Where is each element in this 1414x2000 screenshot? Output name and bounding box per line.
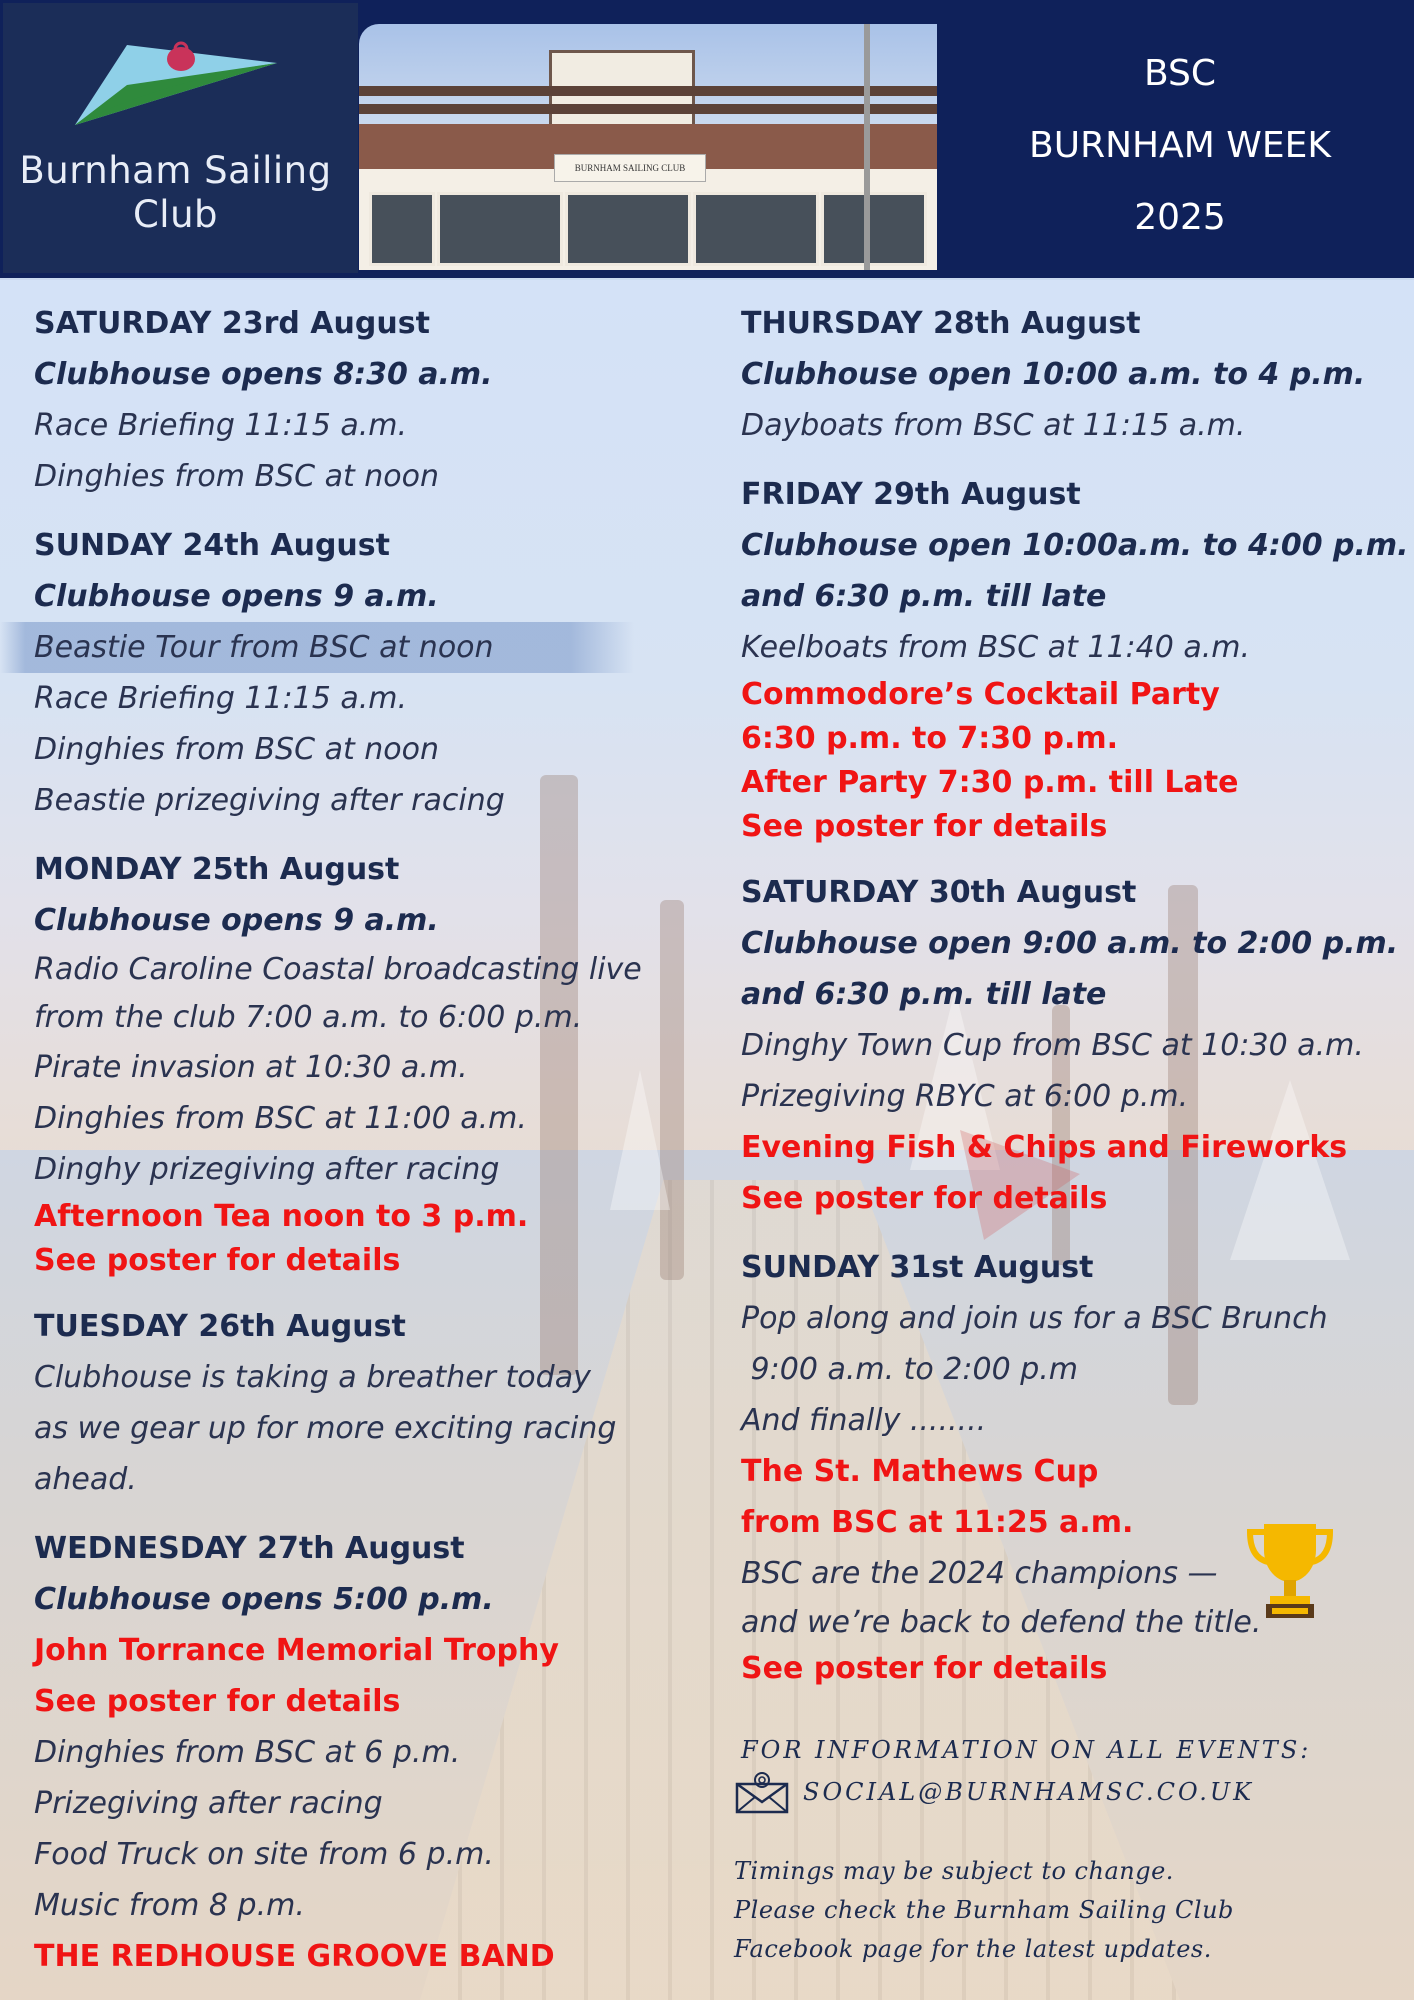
clubhouse-hours: Clubhouse opens 8:30 a.m. (34, 357, 493, 392)
info-heading: FOR INFORMATION ON ALL EVENTS: (741, 1736, 1312, 1764)
day-wednesday-27 (34, 1523, 674, 1982)
schedule-right-column (741, 298, 1409, 1691)
highlight-line: Evening Fish & Chips and Fireworks (741, 1130, 1348, 1165)
note-line: Timings may be subject to change. (734, 1857, 1174, 1885)
event-line: Pirate invasion at 10:30 a.m. (34, 1050, 468, 1085)
event-line: from the club 7:00 a.m. to 6:00 p.m. (34, 1000, 583, 1035)
see-poster-text: See poster for details (741, 809, 1108, 844)
disclaimer-note (734, 1852, 1234, 1969)
clubhouse-hours: Clubhouse opens 5:00 p.m. (34, 1582, 494, 1617)
event-line: Dinghy Town Cup from BSC at 10:30 a.m. (741, 1028, 1364, 1063)
clubhouse-hours: Clubhouse opens 9 a.m. (34, 903, 439, 938)
email-link[interactable]: SOCIAL@BURNHAMSC.CO.UK (803, 1778, 1254, 1806)
event-line: Pop along and join us for a BSC Brunch (741, 1301, 1328, 1336)
event-line: Keelboats from BSC at 11:40 a.m. (741, 630, 1251, 665)
event-line: ahead. (34, 1462, 137, 1497)
event-line: Radio Caroline Coastal broadcasting live (34, 952, 642, 987)
event-line: Dinghy prizegiving after racing (34, 1152, 500, 1187)
highlight-line: The St. Mathews Cup (741, 1454, 1099, 1489)
info-heading-block (741, 1728, 1311, 1772)
see-poster-text: See poster for details (34, 1243, 401, 1278)
event-line: Clubhouse is taking a breather today (34, 1360, 591, 1395)
event-line: Prizegiving after racing (34, 1786, 383, 1821)
day-title: SATURDAY 23rd August (34, 306, 430, 341)
club-name-line1: Burnham Sailing (19, 149, 332, 192)
event-line: Dinghies from BSC at noon (34, 732, 439, 767)
see-poster-text: See poster for details (741, 1651, 1108, 1686)
envelope-icon (735, 1770, 789, 1814)
highlight-line: After Party 7:30 p.m. till Late (741, 765, 1239, 800)
day-monday-25 (34, 844, 674, 1283)
event-line: as we gear up for more exciting racing (34, 1411, 617, 1446)
club-logo (3, 3, 358, 273)
clubhouse-sign: BURNHAM SAILING CLUB (554, 154, 706, 182)
clubhouse-hours: Clubhouse open 9:00 a.m. to 2:00 p.m. (741, 926, 1399, 961)
event-line: Dayboats from BSC at 11:15 a.m. (741, 408, 1246, 443)
title-line1: BSC (1143, 53, 1217, 94)
day-title: FRIDAY 29th August (741, 477, 1081, 512)
day-title: THURSDAY 28th August (741, 306, 1141, 341)
title-line2: BURNHAM WEEK (1029, 125, 1331, 166)
event-title (990, 38, 1370, 254)
day-title: TUESDAY 26th August (34, 1309, 406, 1344)
email-contact[interactable] (735, 1770, 1254, 1814)
day-title: SUNDAY 24th August (34, 528, 390, 563)
clubhouse-hours: Clubhouse open 10:00a.m. to 4:00 p.m. (741, 528, 1409, 563)
day-title: WEDNESDAY 27th August (34, 1531, 465, 1566)
schedule-left-column (34, 298, 674, 1982)
day-thursday-28 (741, 298, 1381, 451)
event-line: And finally ........ (741, 1403, 987, 1438)
event-line: Dinghies from BSC at 6 p.m. (34, 1735, 461, 1770)
pennant-logo-icon (67, 27, 287, 131)
header-banner (0, 0, 1414, 278)
event-line: Dinghies from BSC at noon (34, 459, 439, 494)
event-line: 9:00 a.m. to 2:00 p.m (741, 1352, 1079, 1387)
day-friday-29 (741, 469, 1409, 849)
event-line: Food Truck on site from 6 p.m. (34, 1837, 494, 1872)
day-sunday-31 (741, 1242, 1381, 1691)
clubhouse-hours: Clubhouse opens 9 a.m. (34, 579, 439, 614)
event-line: Dinghies from BSC at 11:00 a.m. (34, 1101, 527, 1136)
day-saturday-30 (741, 867, 1399, 1224)
note-line: Facebook page for the latest updates. (734, 1935, 1212, 1963)
club-name-line2: Club (132, 193, 219, 236)
see-poster-text: See poster for details (34, 1684, 401, 1719)
day-sunday-24 (34, 520, 674, 826)
day-title: SUNDAY 31st August (741, 1250, 1094, 1285)
event-line: Race Briefing 11:15 a.m. (34, 681, 408, 716)
event-line: BSC are the 2024 champions — (741, 1556, 1218, 1591)
highlight-line: 6:30 p.m. to 7:30 p.m. (741, 721, 1119, 756)
band-name: THE REDHOUSE GROOVE BAND (34, 1939, 555, 1974)
day-saturday-23 (34, 298, 674, 502)
clubhouse-hours-evening: and 6:30 p.m. till late (741, 579, 1107, 614)
title-line3: 2025 (1134, 197, 1226, 238)
day-title: SATURDAY 30th August (741, 875, 1137, 910)
see-poster-text: See poster for details (741, 1181, 1108, 1216)
clubhouse-photo (359, 24, 937, 270)
trophy-icon (1244, 1520, 1336, 1620)
highlight-line: Commodore’s Cocktail Party (741, 677, 1220, 712)
event-line: Music from 8 p.m. (34, 1888, 305, 1923)
event-line: and we’re back to defend the title. (741, 1605, 1262, 1640)
note-line: Please check the Burnham Sailing Club (734, 1896, 1234, 1924)
event-line: Race Briefing 11:15 a.m. (34, 408, 408, 443)
event-line: Beastie prizegiving after racing (34, 783, 505, 818)
highlight-line: John Torrance Memorial Trophy (34, 1633, 559, 1668)
event-line: Beastie Tour from BSC at noon (0, 622, 634, 673)
day-tuesday-26 (34, 1301, 674, 1505)
event-line: Prizegiving RBYC at 6:00 p.m. (741, 1079, 1189, 1114)
club-name (3, 149, 348, 237)
highlight-line: from BSC at 11:25 a.m. (741, 1505, 1134, 1540)
clubhouse-hours-evening: and 6:30 p.m. till late (741, 977, 1107, 1012)
highlight-line: Afternoon Tea noon to 3 p.m. (34, 1199, 529, 1234)
day-title: MONDAY 25th August (34, 852, 400, 887)
clubhouse-hours: Clubhouse open 10:00 a.m. to 4 p.m. (741, 357, 1366, 392)
